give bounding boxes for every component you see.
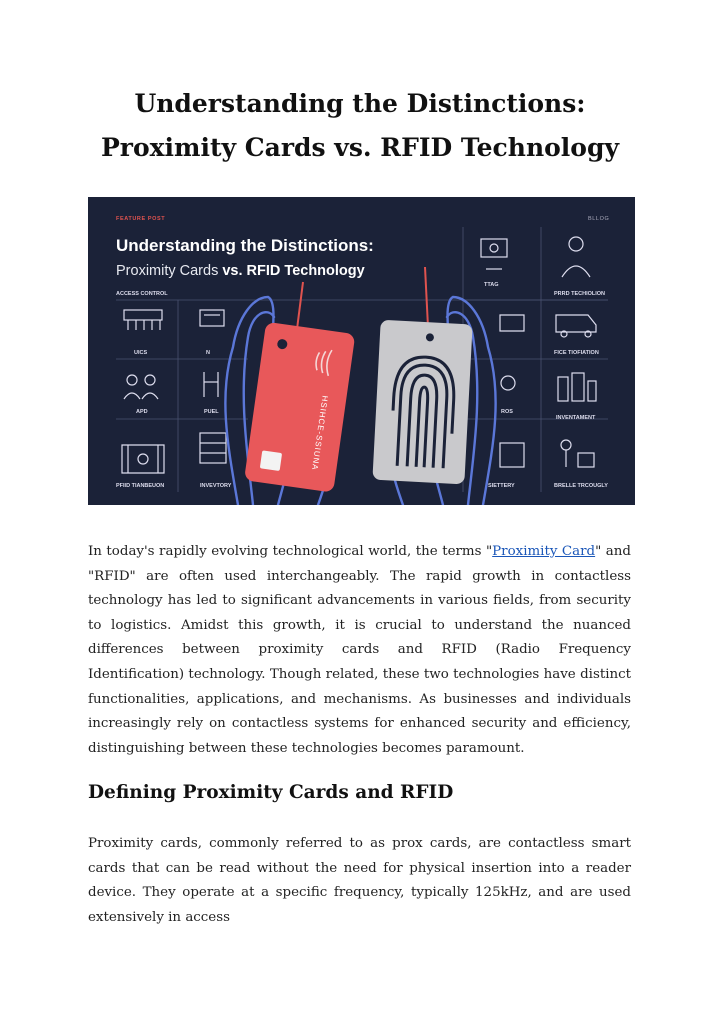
hero-tag-right: BLLOG — [588, 216, 610, 222]
page-title — [60, 82, 660, 170]
hero-left-col2-label-3: INVEVTORY — [200, 483, 232, 489]
hero-headline-vs: vs. — [222, 263, 243, 279]
intro-text-after-link: " and "RFID" are often used interchangeably. The rapid growth in contactless technology has led to significant advancements in various fields, from security to logistics. Amidst this growth, it is crucial to understand the nuanced differences between proximity cards and RFID (Radio Frequency Identification) technology. Though related, these two technologies have distinct functionalities, applications, and mechanisms. As businesses and individuals increasingly rely on contactless systems for enhanced security and efficiency, distinguishing between these technologies becomes paramount. — [88, 544, 631, 756]
intro-text-before-link: In today's rapidly evolving technological world, the terms " — [88, 544, 493, 559]
hero-headline-part-1: Proximity Cards — [116, 263, 223, 279]
definition-paragraph: Proximity cards, commonly referred to as prox cards, are contactless smart cards that can be read without the need for physical insertion into a reader device. They operate at a specific frequency, typically 125kHz, and are used extensively in access — [88, 836, 631, 925]
hero-left-label-3: APD — [136, 409, 148, 415]
hero-left-col2-label-2: PUEL — [204, 409, 219, 415]
hero-left-col2-label-1: N — [206, 350, 210, 356]
section-heading: Defining Proximity Cards and RFID — [88, 782, 454, 803]
hero-right-col2-label-2: SIETTERY — [488, 483, 515, 489]
page-title-line-1: Understanding the Distinctions: — [134, 89, 586, 118]
hero-right-label-2: PRRD TECHIOLION — [554, 291, 606, 297]
hero-right-label-3: FICE TIOFIATION — [554, 350, 599, 356]
hero-right-label-5: BRELLE TRCOUGLY — [554, 483, 608, 489]
hero-headline-line-2 — [116, 263, 365, 279]
hero-headline-line-1: Understanding the Distinctions: — [116, 236, 374, 255]
card-text: HSIHCE-SSIUNA — [310, 394, 330, 472]
hero-tag-left: FEATURE POST — [116, 216, 166, 222]
hero-right-col2-label-1: ROS — [501, 409, 513, 415]
hero-headline-part-2: RFID Technology — [242, 263, 365, 279]
intro-paragraph — [88, 540, 631, 761]
hero-left-label-4: PFIID TIANBEUON — [116, 483, 165, 489]
hero-illustration — [88, 197, 635, 505]
hero-left-label-2: UICS — [134, 350, 148, 356]
hero-right-label-1: TTAG — [484, 282, 499, 288]
proximity-card-link[interactable]: Proximity Card — [492, 544, 596, 559]
hero-left-label-1: ACCESS CONTROL — [116, 291, 168, 297]
page-title-line-2: Proximity Cards vs. RFID Technology — [101, 133, 619, 162]
card-chip — [260, 450, 282, 471]
hero-right-label-4: INVENTAMENT — [556, 415, 596, 421]
rfid-tag-card — [372, 320, 472, 485]
